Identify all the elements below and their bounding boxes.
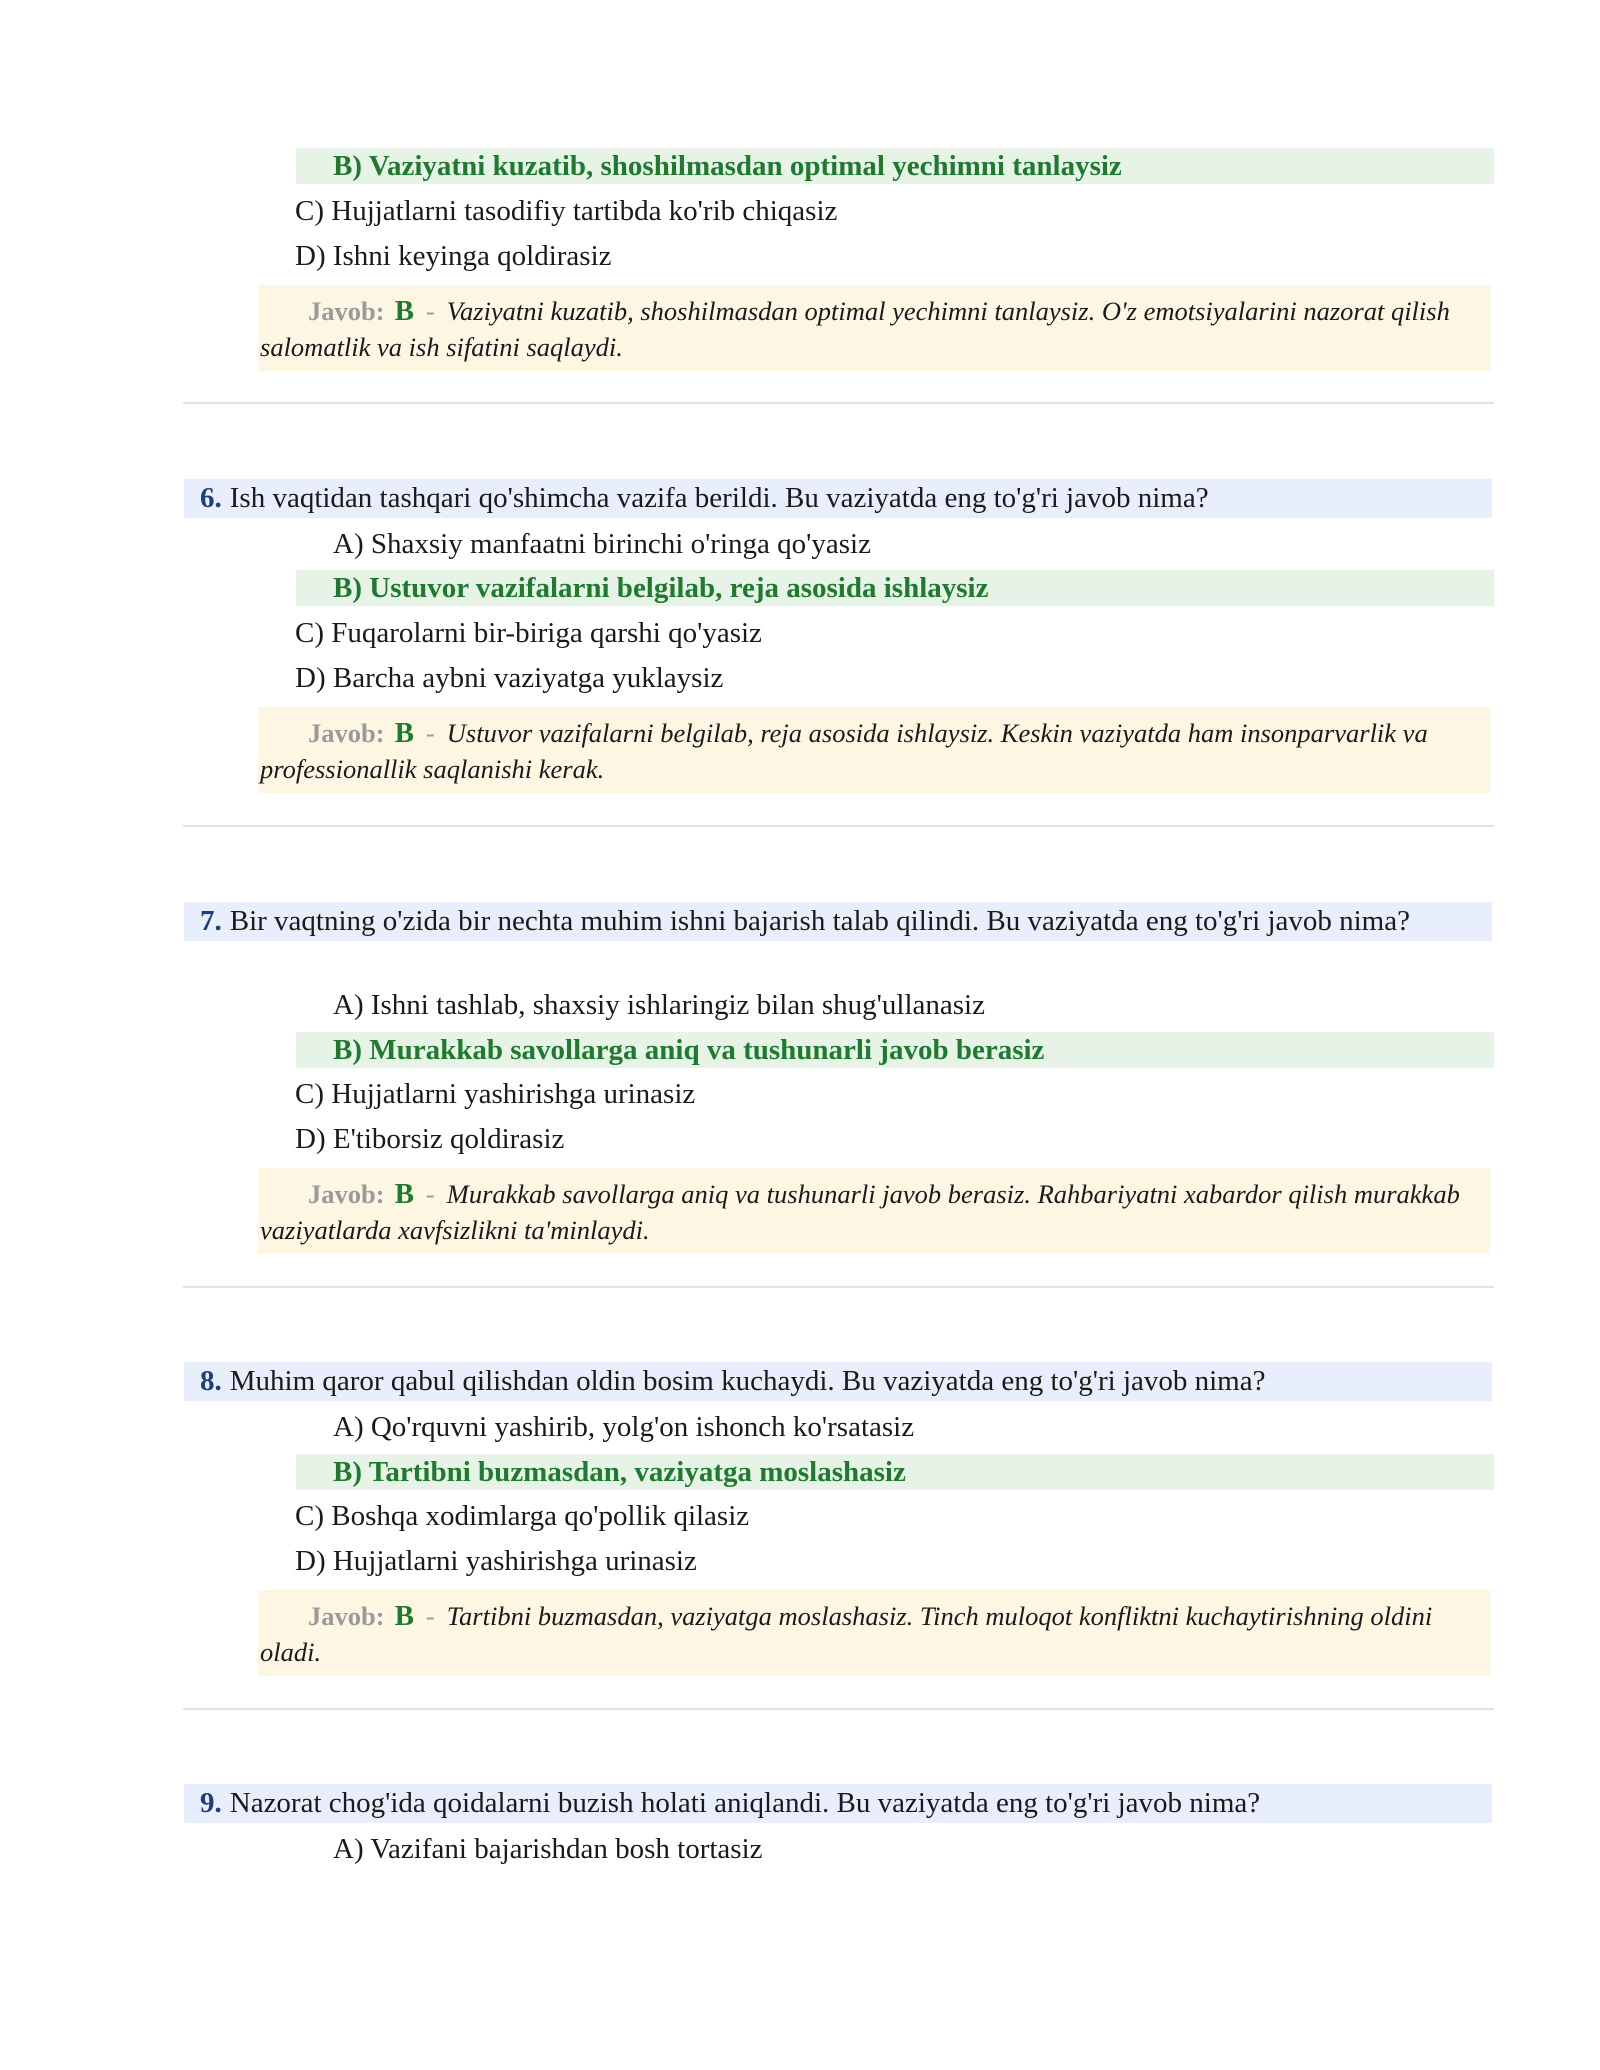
q5-option-c[interactable]: C) Hujjatlarni tasodifiy tartibda ko'rib chiqasiz: [295, 195, 838, 227]
answer-dash: -: [425, 296, 435, 326]
answer-label: Javob:: [308, 1179, 385, 1209]
section-divider: [183, 825, 1494, 827]
q7-option-c[interactable]: C) Hujjatlarni yashirishga urinasiz: [295, 1078, 696, 1110]
question-number: 7.: [200, 905, 222, 937]
answer-dash: -: [425, 1601, 435, 1631]
answer-letter: B: [394, 295, 414, 327]
q9-option-a[interactable]: A) Vazifani bajarishdan bosh tortasiz: [333, 1833, 763, 1865]
q8-question: [184, 1362, 1492, 1401]
q5-correct-option[interactable]: B) Vaziyatni kuzatib, shoshilmasdan optimal yechimni tanlaysiz: [296, 148, 1494, 184]
answer-explanation: Murakkab savollarga aniq va tushunarli javob berasiz. Rahbariyatni xabardor qilish murakkab vaziyatlarda xavfsizlikni ta'minlaydi.: [260, 1179, 1460, 1245]
q8-option-a[interactable]: A) Qo'rquvni yashirib, yolg'on ishonch ko'rsatasiz: [333, 1411, 915, 1443]
answer-label: Javob:: [308, 296, 385, 326]
q6-answer-box: [258, 707, 1490, 793]
q7-question: [184, 902, 1492, 941]
q7-correct-option[interactable]: B) Murakkab savollarga aniq va tushunarli javob berasiz: [296, 1032, 1494, 1068]
answer-dash: -: [425, 1179, 435, 1209]
q7-answer-box: [258, 1168, 1490, 1254]
answer-label: Javob:: [308, 718, 385, 748]
question-number: 6.: [200, 482, 222, 514]
q8-option-c[interactable]: C) Boshqa xodimlarga qo'pollik qilasiz: [295, 1500, 750, 1532]
q9-question: [184, 1784, 1492, 1823]
section-divider: [183, 1708, 1494, 1710]
q8-option-d[interactable]: D) Hujjatlarni yashirishga urinasiz: [295, 1545, 697, 1577]
answer-dash: -: [425, 718, 435, 748]
q6-question: [184, 479, 1492, 518]
q8-answer-box: [258, 1590, 1490, 1676]
answer-explanation: Vaziyatni kuzatib, shoshilmasdan optimal yechimni tanlaysiz. O'z emotsiyalarini nazorat qilish salomatlik va ish sifatini saqlaydi.: [260, 296, 1450, 362]
q6-option-d[interactable]: D) Barcha aybni vaziyatga yuklaysiz: [295, 662, 724, 694]
q8-correct-option[interactable]: B) Tartibni buzmasdan, vaziyatga moslashasiz: [296, 1454, 1494, 1490]
answer-explanation: Ustuvor vazifalarni belgilab, reja asosida ishlaysiz. Keskin vaziyatda ham insonparvarlik va professionallik saqlanishi kerak.: [260, 718, 1428, 784]
answer-letter: B: [394, 717, 414, 749]
q7-option-d[interactable]: D) E'tiborsiz qoldirasiz: [295, 1123, 565, 1155]
q6-correct-option[interactable]: B) Ustuvor vazifalarni belgilab, reja asosida ishlaysiz: [296, 570, 1494, 606]
question-text: Bir vaqtning o'zida bir nechta muhim ishni bajarish talab qilindi. Bu vaziyatda eng to'g'ri javob nima?: [229, 905, 1410, 937]
section-divider: [183, 402, 1494, 404]
q6-option-a[interactable]: A) Shaxsiy manfaatni birinchi o'ringa qo'yasiz: [333, 528, 871, 560]
q6-option-c[interactable]: C) Fuqarolarni bir-biriga qarshi qo'yasiz: [295, 617, 762, 649]
question-text: Muhim qaror qabul qilishdan oldin bosim kuchaydi. Bu vaziyatda eng to'g'ri javob nima?: [229, 1365, 1266, 1397]
section-divider: [183, 1286, 1494, 1288]
answer-label: Javob:: [308, 1601, 385, 1631]
answer-letter: B: [394, 1600, 414, 1632]
answer-explanation: Tartibni buzmasdan, vaziyatga moslashasiz. Tinch muloqot konfliktni kuchaytirishning oldini oladi.: [260, 1601, 1433, 1667]
question-number: 9.: [200, 1787, 222, 1819]
answer-letter: B: [394, 1178, 414, 1210]
question-text: Ish vaqtidan tashqari qo'shimcha vazifa berildi. Bu vaziyatda eng to'g'ri javob nima?: [229, 482, 1209, 514]
question-number: 8.: [200, 1365, 222, 1397]
q5-option-d[interactable]: D) Ishni keyinga qoldirasiz: [295, 240, 612, 272]
question-text: Nazorat chog'ida qoidalarni buzish holati aniqlandi. Bu vaziyatda eng to'g'ri javob nima?: [229, 1787, 1261, 1819]
q7-option-a[interactable]: A) Ishni tashlab, shaxsiy ishlaringiz bilan shug'ullanasiz: [333, 989, 985, 1021]
q5-answer-box: [258, 285, 1490, 371]
